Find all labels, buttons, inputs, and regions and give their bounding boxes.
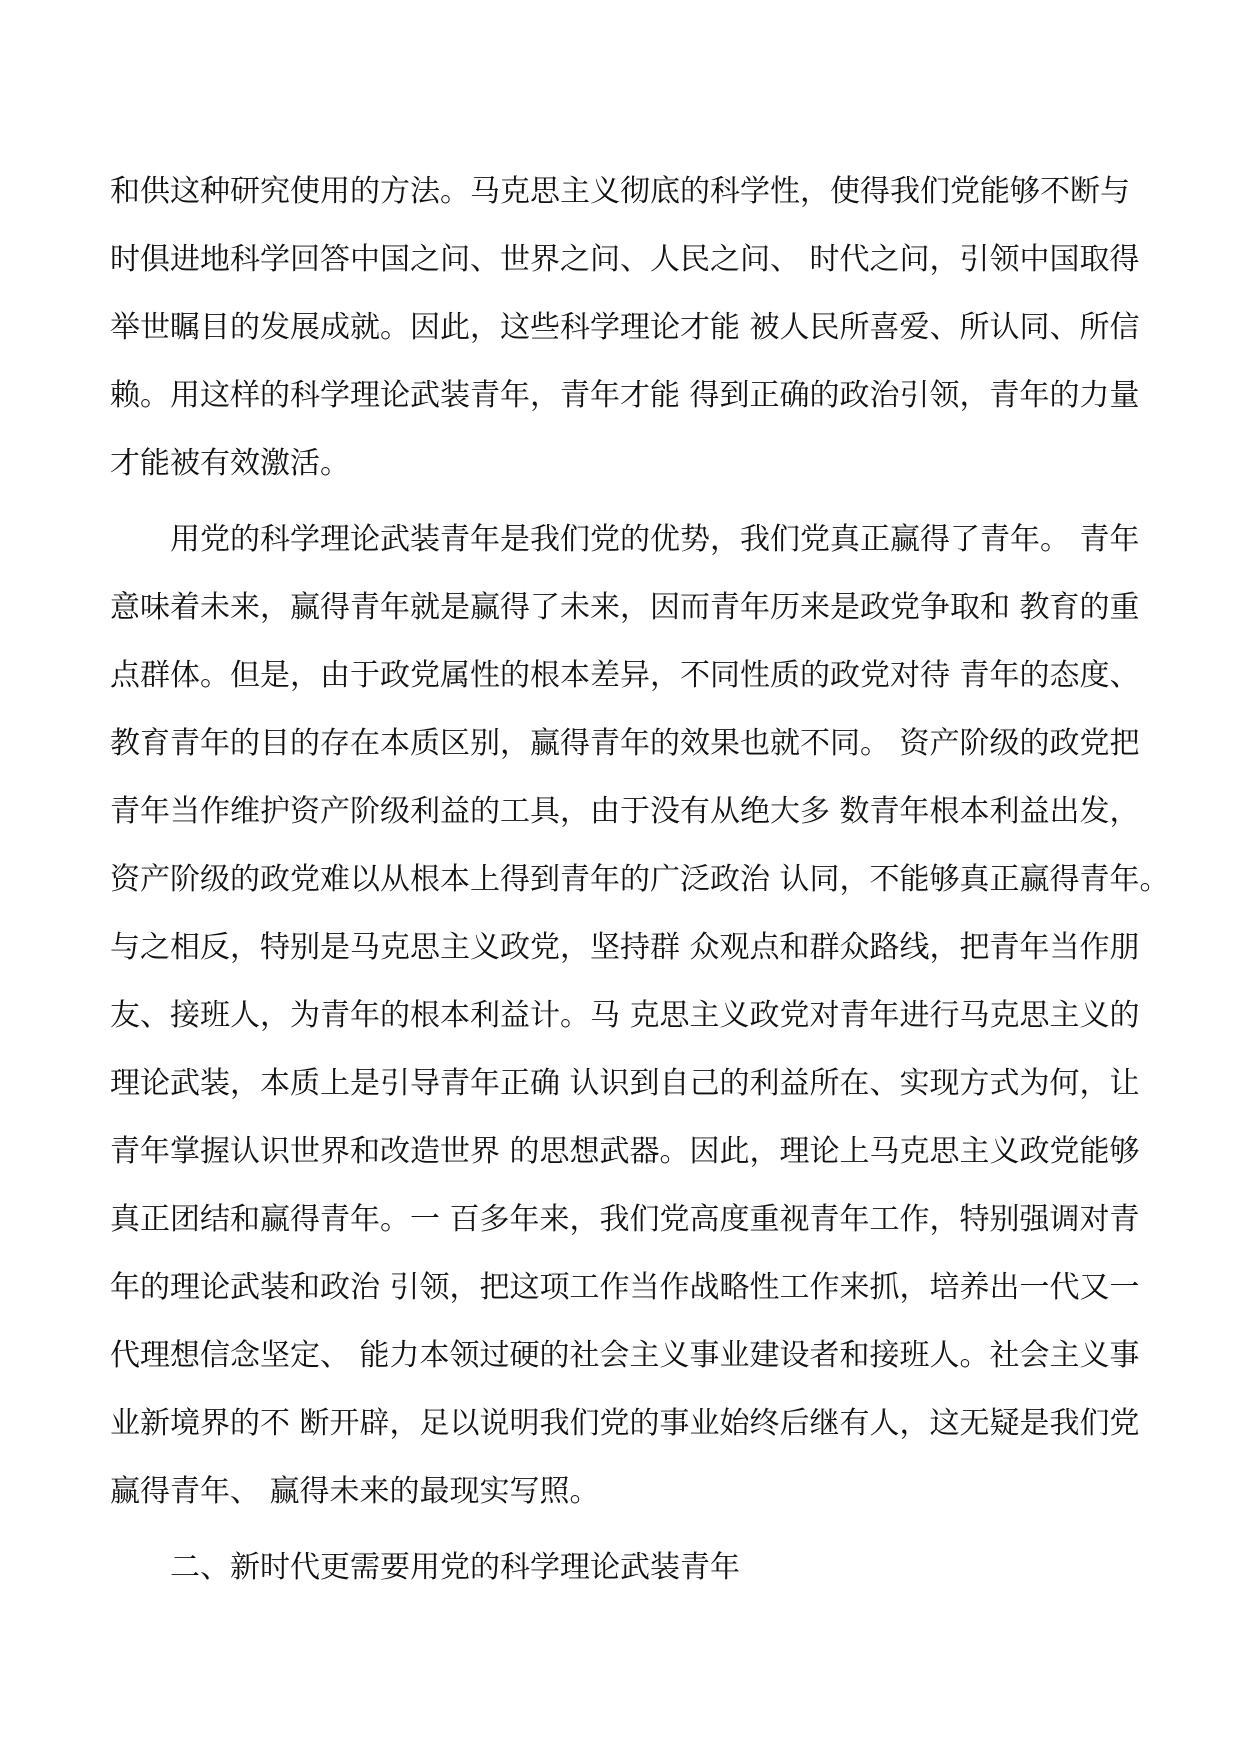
- text-line: [110, 1050, 1140, 1118]
- text-line-content: 资产阶级的政党难以从根本上得到青年的广泛政治 认同，不能够真正赢得青年。: [110, 862, 1170, 897]
- text-line-content: 才能被有效激活。: [110, 446, 350, 481]
- text-line: [110, 642, 1140, 710]
- text-line-content: 赖。用这样的科学理论武装青年，青年才能 得到正确的政治引领，青年的力量: [110, 378, 1140, 413]
- text-line: [110, 914, 1140, 982]
- document-body: [110, 158, 1170, 1602]
- text-line-content: 理论武装，本质上是引导青年正确 认识到自己的利益所在、实现方式为何，让: [110, 1066, 1140, 1101]
- text-line-content: 赢得青年、 赢得未来的最现实写照。: [110, 1474, 600, 1509]
- paragraph-first-line: [110, 506, 1140, 574]
- text-line: [110, 362, 1140, 430]
- section-heading: 二、新时代更需要用党的科学理论武装青年: [170, 1550, 740, 1585]
- text-line-content: 举世瞩目的发展成就。因此，这些科学理论才能 被人民所喜爱、所认同、所信: [110, 310, 1140, 345]
- text-line-content: 真正团结和赢得青年。一 百多年来，我们党高度重视青年工作，特别强调对青: [110, 1202, 1140, 1237]
- text-line-content: 与之相反，特别是马克思主义政党，坚持群 众观点和群众路线，把青年当作朋: [110, 930, 1140, 965]
- text-line: [110, 1254, 1140, 1322]
- text-line: [110, 710, 1140, 778]
- text-line: [110, 158, 1130, 226]
- text-line: [110, 1118, 1140, 1186]
- text-line-content: 业新境界的不 断开辟，足以说明我们党的事业始终后继有人，这无疑是我们党: [110, 1406, 1140, 1441]
- text-line-content: 意味着未来，赢得青年就是赢得了未来，因而青年历来是政党争取和 教育的重: [110, 590, 1140, 625]
- text-line: [110, 1322, 1140, 1390]
- text-line: [110, 982, 1140, 1050]
- text-line-content: 点群体。但是，由于政党属性的根本差异，不同性质的政党对待 青年的态度、: [110, 658, 1140, 693]
- text-line-content: 友、接班人，为青年的根本利益计。马 克思主义政党对青年进行马克思主义的: [110, 998, 1140, 1033]
- text-line-content: 时俱进地科学回答中国之问、世界之问、人民之问、 时代之问，引领中国取得: [110, 242, 1140, 277]
- text-line-content: 代理想信念坚定、 能力本领过硬的社会主义事业建设者和接班人。社会主义事: [110, 1338, 1140, 1373]
- text-line-content: 用党的科学理论武装青年是我们党的优势，我们党真正赢得了青年。 青年: [170, 522, 1140, 557]
- text-line: [110, 1186, 1140, 1254]
- text-line: [110, 1390, 1140, 1458]
- text-line: [110, 1458, 1120, 1526]
- text-line: [110, 574, 1140, 642]
- text-line: [110, 846, 1170, 914]
- text-line-content: 教育青年的目的存在本质区别，赢得青年的效果也就不同。 资产阶级的政党把: [110, 726, 1140, 761]
- text-line-content: 年的理论武装和政治 引领，把这项工作当作战略性工作来抓，培养出一代又一: [110, 1270, 1140, 1305]
- text-line-content: 青年当作维护资产阶级利益的工具，由于没有从绝大多 数青年根本利益出发，: [110, 794, 1140, 829]
- text-line: [110, 778, 1140, 846]
- text-line-content: 青年掌握认识世界和改造世界 的思想武器。因此，理论上马克思主义政党能够: [110, 1134, 1140, 1169]
- text-line: [110, 226, 1140, 294]
- text-line: [110, 430, 1120, 498]
- text-line: [110, 294, 1140, 362]
- text-line-content: 和供这种研究使用的方法。马克思主义彻底的科学性，使得我们党能够不断与: [110, 174, 1130, 209]
